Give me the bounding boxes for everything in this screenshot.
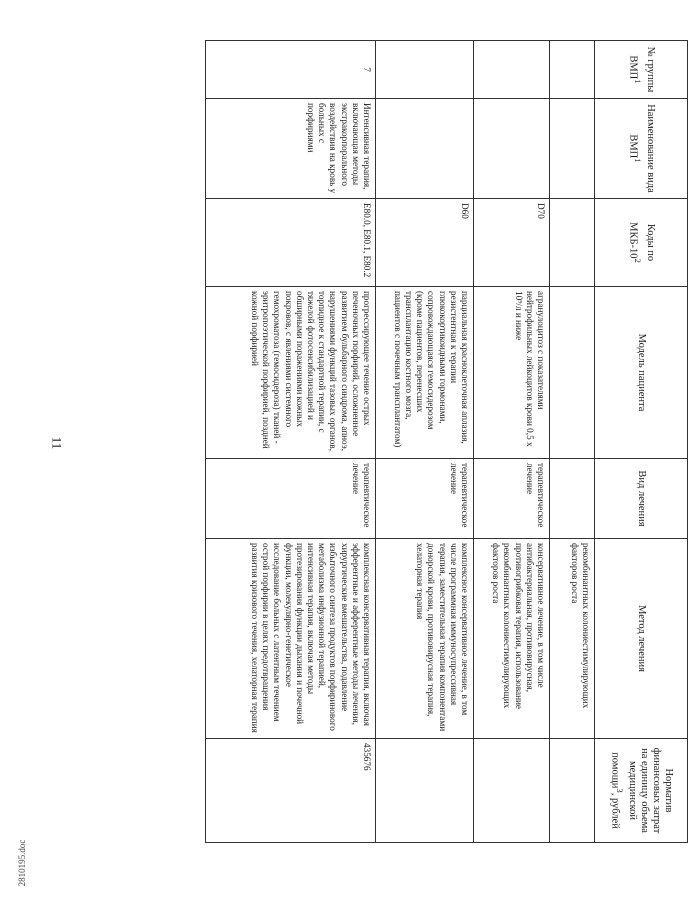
cell-codes: D70 [474, 199, 550, 287]
cell-group: 7 [206, 41, 376, 99]
header-group: № группы ВМП$^1$ [595, 41, 688, 99]
header-name: Наименование вида ВМП$^1$ [595, 99, 688, 199]
table-header-row [595, 41, 688, 843]
cell-method: консервативное лечение, в том числе антибактериальная, противовирусная, противогрибковая терапия, использование рекомбинантных колониестимулирующих факторов роста [474, 539, 550, 739]
cell-norm [550, 739, 595, 843]
cell-codes [550, 199, 595, 287]
cell-name [474, 99, 550, 199]
cell-group [376, 41, 474, 99]
cell-model: парциальная красноклеточная аплазия, резистентная к терапии глюкокортикоидными гормонами, сопровождающаяся гемосидерозом (кроме пациентов, перенесших трансплантацию костного мозга, пациентов с почечным трансплантатом) [376, 287, 474, 459]
cell-codes: D60 [376, 199, 474, 287]
cell-type: терапевтическое лечение [376, 459, 474, 539]
vmp-table [205, 40, 688, 843]
cell-norm: 435676 [206, 739, 376, 843]
cell-model: прогрессирующее течение острых печеночных порфирий, осложненное развитием бульбарного синдрома, апноэ, нарушениями функций тазовых органов, торпидное к стандартной терапии, с тяжелой фотосенсибилизацией и обширными поражениями кожных покровов, с явлениями системного гемохроматоза (гемосидероза) тканей - эритропоэтической порфирией, поздней кожной порфирией [206, 287, 376, 459]
table-row [550, 41, 595, 843]
header-type: Вид лечения [595, 459, 688, 539]
cell-type [550, 459, 595, 539]
cell-type: терапевтическое лечение [206, 459, 376, 539]
rotated-table-container [125, 0, 700, 905]
cell-method: комплексная консервативная терапия, включая эфферентные и афферентные методы лечения, хирургические вмешательства, подавление избыточного синтеза продуктов порфиринового метаболизма инфузионной терапией, интенсивная терапия, включая методы протезирования функции дыхания и почечной функции, молекулярно-генетическое исследование больных с латентным течением острой порфирии в целях предотвращения развития кризового течения, хелаторная терапия [206, 539, 376, 739]
header-model: Модель пациента [595, 287, 688, 459]
table-row [474, 41, 550, 843]
cell-name [550, 99, 595, 199]
header-codes: Коды по МКБ-$10^2$ [595, 199, 688, 287]
cell-method: рекомбинантных колониестимулирующих факторов роста [550, 539, 595, 739]
cell-model [550, 287, 595, 459]
cell-norm [474, 739, 550, 843]
footer-document-id: 2810195.doc [17, 839, 27, 887]
cell-model: агранулоцитоз с показателями нейтрофильных лейкоцитов крови 0,5 х 10⁹/л и ниже [474, 287, 550, 459]
header-method: Метод лечения [595, 539, 688, 739]
cell-group [550, 41, 595, 99]
table-row [376, 41, 474, 843]
page-number: 11 [49, 436, 65, 450]
table-row [206, 41, 376, 843]
cell-group [474, 41, 550, 99]
cell-name [376, 99, 474, 199]
cell-norm [376, 739, 474, 843]
header-norm: Норматив финансовых затрат на единицу объема медицинской помощи$^3$, рублей [595, 739, 688, 843]
cell-codes: E80.0, E80.1, E80.2 [206, 199, 376, 287]
cell-type: терапевтическое лечение [474, 459, 550, 539]
cell-method: комплексное консервативное лечение, в том числе программная иммуносупрессивная терапия, заместительная терапия компонентами донорской крови, противовирусная терапия, хелаторная терапия [376, 539, 474, 739]
cell-name: Интенсивная терапия, включающая методы экстракорпорального воздействия на кровь у больных с порфириями [206, 99, 376, 199]
